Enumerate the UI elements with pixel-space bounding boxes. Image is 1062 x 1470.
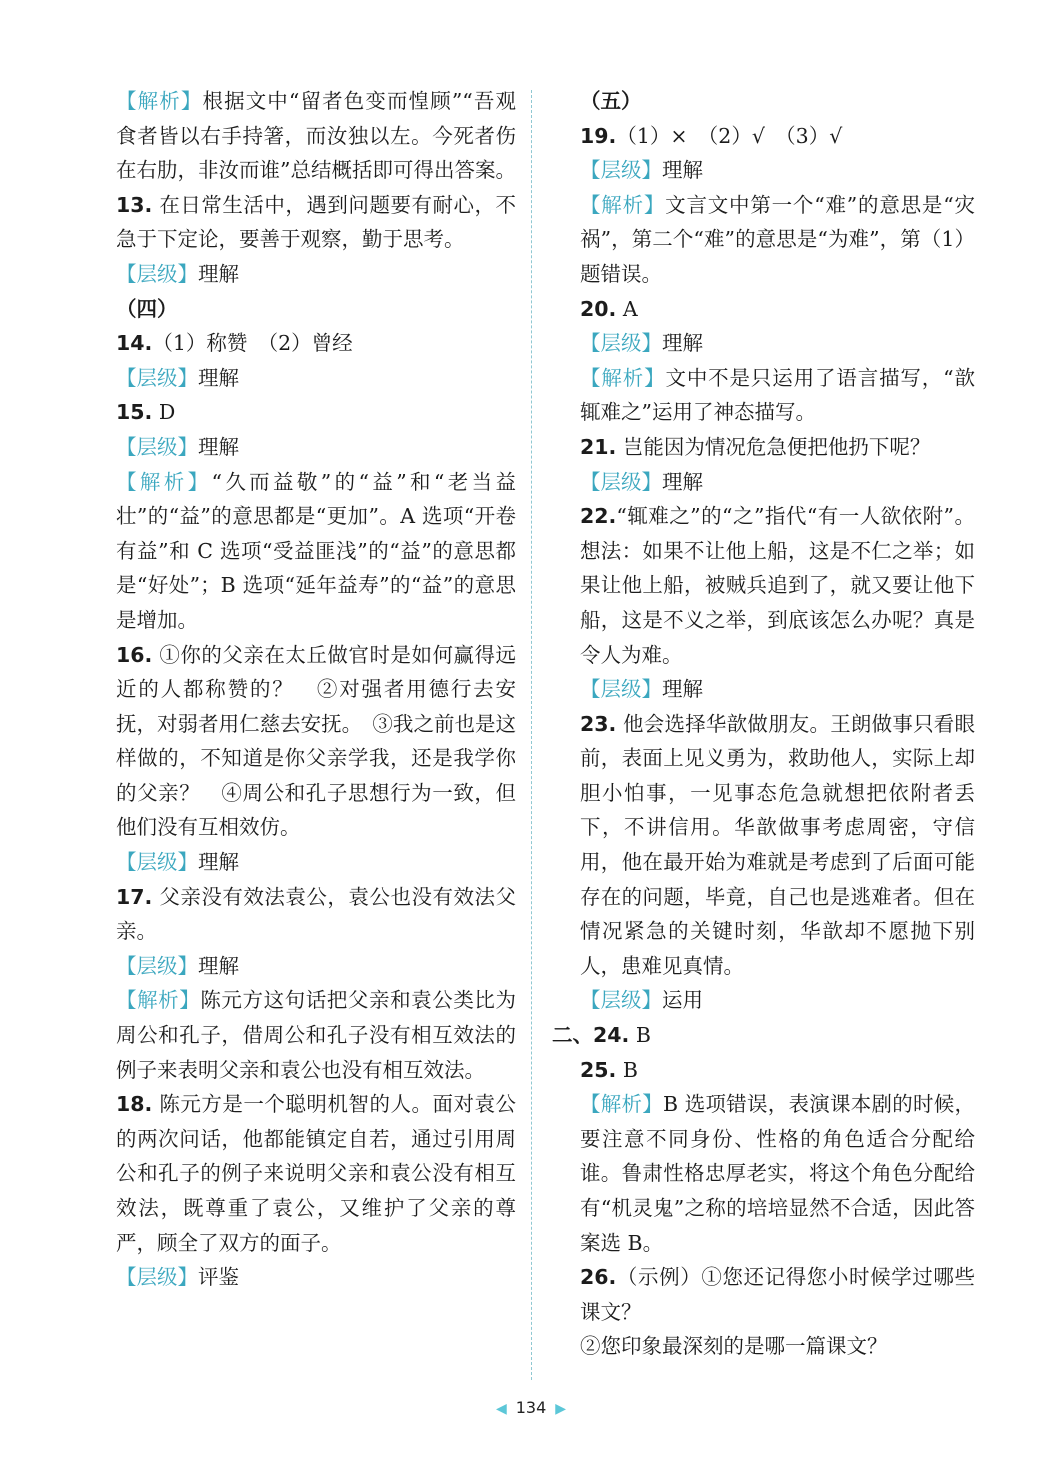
page-number: 134 bbox=[515, 1398, 547, 1417]
level-line: 【层级】理解 bbox=[116, 261, 239, 286]
triangle-left-icon: ◀ bbox=[495, 1401, 507, 1417]
answer-21: 21. 岂能因为情况危急便把他扔下呢？ bbox=[580, 434, 931, 459]
analysis-paragraph: 【解析】根据文中“留者色变而惶顾”“吾观食者皆以右手持箸，而汝独以左。今死者伤在右肋，非汝而谁”总结概括即可得出答案。 bbox=[116, 89, 517, 183]
level-line: 【层级】理解 bbox=[580, 331, 703, 356]
question-number: 14. bbox=[116, 331, 153, 356]
analysis-label: 【解析】 bbox=[116, 988, 201, 1013]
level-line: 【层级】评鉴 bbox=[116, 1265, 239, 1290]
answer-20: 20. A bbox=[580, 296, 638, 321]
answer-26-continued: ②您印象最深刻的是哪一篇课文？ bbox=[580, 1334, 888, 1359]
analysis-paragraph: 【解析】文言文中第一个“难”的意思是“灾祸”，第二个“难”的意思是“为难”，第（1）题错误。 bbox=[580, 192, 975, 286]
answer-16: 16. ①你的父亲在太丘做官时是如何赢得远近的人都称赞的？ ②对强者用德行去安抚，对弱者用仁慈去安抚。 ③我之前也是这样做的，不知道是你父亲学我，还是我学你的父亲？ ④周公和孔子思想行为一致，但他们没有互相效仿。 bbox=[116, 642, 516, 840]
level-label: 【层级】 bbox=[116, 1265, 198, 1290]
answer-13: 13. 在日常生活中，遇到问题要有耐心，不急于下定论，要善于观察，勤于思考。 bbox=[116, 192, 516, 252]
analysis-label: 【解析】 bbox=[116, 469, 212, 494]
level-label: 【层级】 bbox=[116, 434, 198, 459]
right-column bbox=[552, 84, 976, 1364]
level-line: 【层级】理解 bbox=[116, 434, 239, 459]
answer-15: 15. D bbox=[116, 400, 176, 425]
question-number: 20. bbox=[580, 296, 617, 321]
level-label: 【层级】 bbox=[580, 677, 662, 702]
answer-14: 14.（1）称赞 （2）曾经 bbox=[116, 331, 353, 356]
level-label: 【层级】 bbox=[580, 469, 662, 494]
page-number-footer bbox=[0, 1398, 1062, 1417]
question-number: 26. bbox=[580, 1265, 617, 1290]
answer-19: 19.（1）× （2）√ （3）√ bbox=[580, 123, 843, 148]
answer-23: 23. 他会选择华歆做朋友。王朗做事只看眼前，表面上见义勇为，救助他人，实际上却胆小怕事，一见事态危急就想把依附者丢下，不讲信用。华歆做事考虑周密，守信用，他在最开始为难就是考虑到了后面可能存在的问题，毕竟，自己也是逃难者。但在情况紧急的关键时刻，华歆却不愿抛下别人，患难见真情。 bbox=[580, 711, 975, 978]
column-divider bbox=[531, 90, 532, 1380]
question-number: 13. bbox=[116, 192, 153, 217]
question-number: 23. bbox=[580, 711, 617, 736]
analysis-label: 【解析】 bbox=[580, 365, 666, 390]
answer-25: 25. B bbox=[580, 1057, 638, 1082]
level-line: 【层级】理解 bbox=[580, 469, 703, 494]
level-label: 【层级】 bbox=[580, 988, 662, 1013]
question-number: 二、24. bbox=[552, 1023, 630, 1048]
question-number: 19. bbox=[580, 123, 617, 148]
answer-22: 22.“辄难之”的“之”指代“有一人欲依附”。想法：如果不让他上船，这是不仁之举；如果让他上船，被贼兵追到了，就又要让他下船，这是不义之举，到底该怎么办呢？真是令人为难。 bbox=[580, 504, 975, 667]
level-line: 【层级】理解 bbox=[580, 677, 703, 702]
left-column bbox=[116, 84, 516, 1295]
level-line: 【层级】理解 bbox=[116, 953, 239, 978]
analysis-paragraph: 【解析】“久而益敬”的“益”和“老当益壮”的“益”的意思都是“更加”。A 选项“开卷有益”和 C 选项“受益匪浅”的“益”的意思都是“好处”；B 选项“延年益寿”的“益”的意思是增加。 bbox=[116, 469, 516, 632]
level-label: 【层级】 bbox=[116, 261, 198, 286]
analysis-label: 【解析】 bbox=[580, 1092, 663, 1117]
question-number: 18. bbox=[116, 1092, 153, 1117]
question-number: 21. bbox=[580, 434, 617, 459]
question-number: 17. bbox=[116, 884, 153, 909]
analysis-label: 【解析】 bbox=[580, 192, 666, 217]
answer-18: 18. 陈元方是一个聪明机智的人。面对袁公的两次问话，他都能镇定自若，通过引用周公和孔子的例子来说明父亲和袁公没有相互效法，既尊重了袁公，又维护了父亲的尊严，顾全了双方的面子。 bbox=[116, 1092, 516, 1255]
section-heading: （五） bbox=[580, 89, 642, 113]
level-line: 【层级】运用 bbox=[580, 988, 703, 1013]
analysis-paragraph: 【解析】B 选项错误，表演课本剧的时候，要注意不同身份、性格的角色适合分配给谁。鲁肃性格忠厚老实，将这个角色分配给有“机灵鬼”之称的培培显然不合适，因此答案选 B。 bbox=[580, 1092, 975, 1255]
answer-24: 二、24. B bbox=[552, 1023, 651, 1048]
question-number: 15. bbox=[116, 400, 153, 425]
answer-17: 17. 父亲没有效法袁公，袁公也没有效法父亲。 bbox=[116, 884, 516, 944]
analysis-label: 【解析】 bbox=[116, 89, 203, 113]
level-line: 【层级】理解 bbox=[580, 158, 703, 183]
question-number: 22. bbox=[580, 504, 617, 529]
level-label: 【层级】 bbox=[116, 850, 198, 875]
question-number: 16. bbox=[116, 642, 153, 667]
section-heading: （四） bbox=[116, 296, 178, 321]
question-number: 25. bbox=[580, 1057, 617, 1082]
level-label: 【层级】 bbox=[116, 953, 198, 978]
level-line: 【层级】理解 bbox=[116, 365, 239, 390]
answer-26: 26.（示例）①您还记得您小时候学过哪些课文？ bbox=[580, 1265, 975, 1324]
triangle-right-icon: ▶ bbox=[555, 1401, 567, 1417]
level-label: 【层级】 bbox=[580, 331, 662, 356]
level-label: 【层级】 bbox=[116, 365, 198, 390]
analysis-paragraph: 【解析】文中不是只运用了语言描写，“歆辄难之”运用了神态描写。 bbox=[580, 365, 976, 425]
level-line: 【层级】理解 bbox=[116, 850, 239, 875]
analysis-paragraph: 【解析】陈元方这句话把父亲和袁公类比为周公和孔子，借周公和孔子没有相互效法的例子来表明父亲和袁公也没有相互效法。 bbox=[116, 988, 517, 1082]
level-label: 【层级】 bbox=[580, 158, 662, 183]
